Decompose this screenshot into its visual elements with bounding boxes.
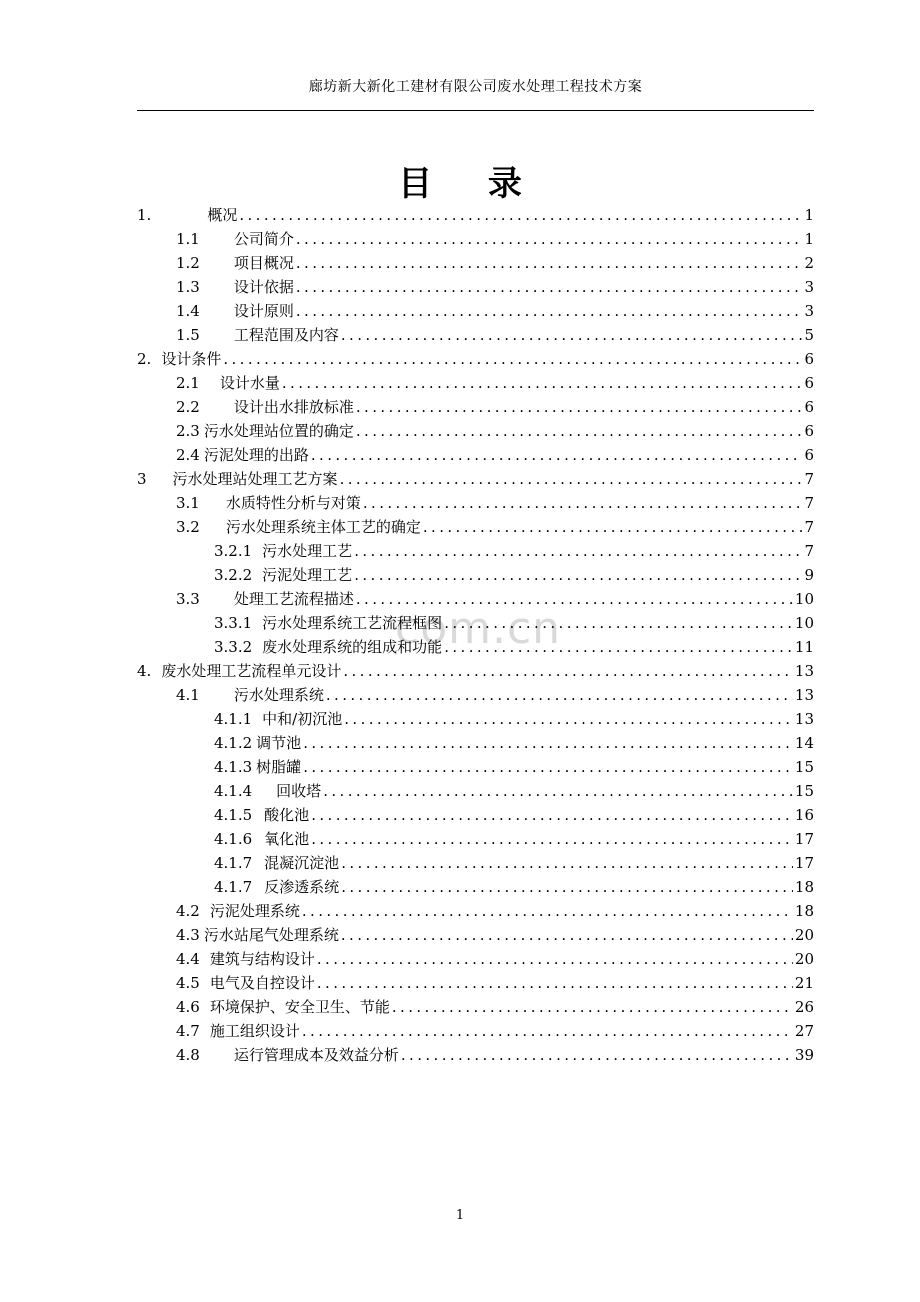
toc-entry-number: 4. <box>137 662 152 680</box>
toc-entry-title: 混凝沉淀池 <box>264 854 340 872</box>
toc-entry[interactable] <box>137 899 814 923</box>
toc-entry-number: 4.7 <box>176 1022 200 1040</box>
toc-entry-title: 建筑与结构设计 <box>209 950 315 968</box>
toc-entry-title: 氧化池 <box>264 830 310 848</box>
toc-entry-page: 17 <box>794 830 814 848</box>
toc-entry[interactable] <box>137 731 814 755</box>
toc-entry-page: 2 <box>804 254 814 272</box>
dot-leader <box>311 827 793 851</box>
toc-entry-title: 污水处理站位置的确定 <box>203 422 354 440</box>
toc-entry[interactable] <box>137 563 814 587</box>
toc-entry-number: 4.2 <box>176 902 200 920</box>
toc-entry-title: 调节池 <box>256 734 302 752</box>
toc-entry[interactable] <box>137 227 814 251</box>
toc-entry-page: 3 <box>804 302 814 320</box>
toc-entry-page: 10 <box>794 614 814 632</box>
running-header: 廊坊新大新化工建材有限公司废水处理工程技术方案 <box>308 79 643 95</box>
toc-entry-number: 1.1 <box>176 230 200 248</box>
toc-entry[interactable] <box>137 299 814 323</box>
toc-entry-number: 2.4 <box>176 446 200 464</box>
toc-entry-page: 6 <box>804 398 814 416</box>
toc-entry[interactable] <box>137 803 814 827</box>
toc-entry[interactable] <box>137 1043 814 1067</box>
dot-leader <box>303 731 793 755</box>
toc-entry-title: 设计水量 <box>219 374 280 392</box>
dot-leader <box>311 803 793 827</box>
toc-entry-number: 3.2 <box>176 518 200 536</box>
toc-entry[interactable] <box>137 467 814 491</box>
toc-entry-number: 1.3 <box>176 278 200 296</box>
dot-leader <box>401 1043 793 1067</box>
toc-entry-page: 7 <box>804 470 814 488</box>
toc-entry-title: 施工组织设计 <box>209 1022 300 1040</box>
toc-entry-page: 13 <box>794 710 814 728</box>
toc-entry-number: 3.3.1 <box>214 614 253 632</box>
toc-entry-page: 18 <box>794 902 814 920</box>
toc-entry[interactable] <box>137 683 814 707</box>
toc-entry-page: 14 <box>794 734 814 752</box>
toc-entry[interactable] <box>137 707 814 731</box>
toc-entry-page: 39 <box>794 1046 814 1064</box>
toc-entry-title: 污水处理系统主体工艺的确定 <box>225 518 421 536</box>
dot-leader <box>354 539 802 563</box>
toc-entry-number: 1.4 <box>176 302 200 320</box>
dot-leader <box>341 923 793 947</box>
toc-entry-page: 20 <box>794 950 814 968</box>
dot-leader <box>296 227 803 251</box>
toc-entry-title: 污泥处理工艺 <box>262 566 353 584</box>
dot-leader <box>302 899 793 923</box>
toc-entry-title: 废水处理系统的组成和功能 <box>262 638 443 656</box>
toc-entry-number: 2.3 <box>176 422 200 440</box>
toc-entry-page: 21 <box>794 974 814 992</box>
toc-entry-page: 18 <box>794 878 814 896</box>
toc-entry-title: 酸化池 <box>264 806 310 824</box>
toc-entry[interactable] <box>137 659 814 683</box>
toc-entry[interactable] <box>137 443 814 467</box>
toc-entry-number: 4.8 <box>176 1046 200 1064</box>
toc-entry-page: 15 <box>794 782 814 800</box>
toc-entry-number: 4.1.6 <box>214 830 253 848</box>
toc-entry-title: 公司简介 <box>233 230 294 248</box>
toc-entry-title: 污水处理站处理工艺方案 <box>172 470 338 488</box>
toc-entry[interactable] <box>137 875 814 899</box>
toc-entry-title: 废水处理工艺流程单元设计 <box>161 662 342 680</box>
toc-entry-page: 13 <box>794 686 814 704</box>
dot-leader <box>311 443 803 467</box>
toc-entry-number: 3.2.1 <box>214 542 253 560</box>
toc-entry-page: 3 <box>804 278 814 296</box>
watermark: com.cn <box>395 603 562 654</box>
toc-entry-page: 7 <box>804 518 814 536</box>
toc-entry-number: 4.5 <box>176 974 200 992</box>
dot-leader <box>444 611 793 635</box>
toc-entry[interactable] <box>137 491 814 515</box>
toc-entry-number: 4.1.1 <box>214 710 253 728</box>
toc-entry-page: 13 <box>794 662 814 680</box>
toc-entry-title: 污水处理工艺 <box>262 542 353 560</box>
toc-entry[interactable] <box>137 515 814 539</box>
toc-entry-number: 1.2 <box>176 254 200 272</box>
toc-entry-number: 4.1.7 <box>214 854 253 872</box>
toc-entry-number: 3.2.2 <box>214 566 253 584</box>
toc-entry[interactable] <box>137 779 814 803</box>
toc-entry-title: 处理工艺流程描述 <box>233 590 354 608</box>
dot-leader <box>344 707 793 731</box>
toc-entry-page: 15 <box>794 758 814 776</box>
dot-leader <box>239 203 802 227</box>
toc-entry-number: 3 <box>137 470 147 488</box>
toc-entry[interactable] <box>137 971 814 995</box>
toc-entry-number: 3.1 <box>176 494 200 512</box>
toc-entry-page: 20 <box>794 926 814 944</box>
toc-entry-page: 5 <box>804 326 814 344</box>
toc-entry[interactable] <box>137 395 814 419</box>
dot-leader <box>317 947 793 971</box>
toc-entry[interactable] <box>137 1019 814 1043</box>
toc-entry-title: 概况 <box>207 206 238 224</box>
dot-leader <box>356 587 793 611</box>
toc-entry-title: 污水站尾气处理系统 <box>203 926 339 944</box>
toc-entry-title: 中和/初沉池 <box>262 710 343 728</box>
toc-entry-title: 运行管理成本及效益分析 <box>233 1046 399 1064</box>
toc-entry[interactable] <box>137 923 814 947</box>
dot-leader <box>302 1019 793 1043</box>
toc-entry[interactable] <box>137 323 814 347</box>
toc-entry[interactable] <box>137 347 814 371</box>
toc-entry[interactable] <box>137 539 814 563</box>
toc-entry-number: 4.6 <box>176 998 200 1016</box>
toc-entry-title: 回收塔 <box>276 782 322 800</box>
dot-leader <box>363 491 803 515</box>
dot-leader <box>341 851 793 875</box>
dot-leader <box>296 251 803 275</box>
toc-entry-title: 污水处理系统工艺流程框图 <box>262 614 443 632</box>
toc-entry-title: 设计依据 <box>233 278 294 296</box>
toc-entry-page: 27 <box>794 1022 814 1040</box>
toc-title: 目 录 <box>398 164 522 204</box>
toc-entry-number: 4.1.7 <box>214 878 253 896</box>
table-of-contents <box>137 203 814 1067</box>
toc-entry-number: 3.3 <box>176 590 200 608</box>
toc-entry-page: 7 <box>804 542 814 560</box>
dot-leader <box>323 779 793 803</box>
toc-entry-number: 2.1 <box>176 374 200 392</box>
dot-leader <box>444 635 793 659</box>
dot-leader <box>223 347 802 371</box>
toc-entry-page: 6 <box>804 374 814 392</box>
toc-entry-title: 反渗透系统 <box>264 878 340 896</box>
dot-leader <box>392 995 793 1019</box>
header-divider <box>137 110 814 111</box>
dot-leader <box>341 875 793 899</box>
dot-leader <box>423 515 803 539</box>
toc-entry-number: 2. <box>137 350 152 368</box>
toc-entry-number: 4.1 <box>176 686 200 704</box>
dot-leader <box>296 275 803 299</box>
toc-entry-page: 16 <box>794 806 814 824</box>
toc-entry[interactable] <box>137 419 814 443</box>
dot-leader <box>356 419 803 443</box>
toc-entry-page: 6 <box>804 446 814 464</box>
toc-entry-title: 水质特性分析与对策 <box>225 494 361 512</box>
toc-entry-number: 4.1.5 <box>214 806 253 824</box>
toc-entry[interactable] <box>137 851 814 875</box>
toc-entry-title: 电气及自控设计 <box>209 974 315 992</box>
toc-entry-number: 4.4 <box>176 950 200 968</box>
toc-entry-number: 1.5 <box>176 326 200 344</box>
toc-entry-title: 设计出水排放标准 <box>233 398 354 416</box>
toc-entry[interactable] <box>137 635 814 659</box>
toc-entry-page: 1 <box>804 230 814 248</box>
toc-entry[interactable] <box>137 755 814 779</box>
toc-entry[interactable] <box>137 587 814 611</box>
toc-entry-title: 工程范围及内容 <box>233 326 339 344</box>
toc-entry[interactable] <box>137 203 814 227</box>
page-number: 1 <box>455 1208 465 1223</box>
toc-entry-page: 6 <box>804 422 814 440</box>
toc-entry[interactable] <box>137 275 814 299</box>
toc-entry-page: 26 <box>794 998 814 1016</box>
toc-entry-number: 2.2 <box>176 398 200 416</box>
toc-entry[interactable] <box>137 251 814 275</box>
toc-entry-number: 4.1.4 <box>214 782 253 800</box>
toc-entry-title: 环境保护、安全卫生、节能 <box>209 998 390 1016</box>
dot-leader <box>282 371 803 395</box>
toc-entry[interactable] <box>137 827 814 851</box>
toc-entry-number: 1. <box>137 206 152 224</box>
toc-entry-number: 4.1.2 <box>214 734 253 752</box>
dot-leader <box>317 971 793 995</box>
dot-leader <box>303 755 793 779</box>
toc-entry-title: 污水处理系统 <box>233 686 324 704</box>
dot-leader <box>340 467 803 491</box>
dot-leader <box>341 323 803 347</box>
toc-entry[interactable] <box>137 371 814 395</box>
toc-entry-page: 17 <box>794 854 814 872</box>
toc-entry-title: 污泥处理的出路 <box>203 446 309 464</box>
toc-entry-page: 11 <box>794 638 814 656</box>
toc-entry-page: 10 <box>794 590 814 608</box>
toc-entry-page: 9 <box>804 566 814 584</box>
toc-entry-title: 项目概况 <box>233 254 294 272</box>
toc-entry-number: 4.3 <box>176 926 200 944</box>
toc-entry[interactable] <box>137 995 814 1019</box>
dot-leader <box>296 299 803 323</box>
toc-entry-title: 设计条件 <box>161 350 222 368</box>
toc-entry-title: 设计原则 <box>233 302 294 320</box>
toc-entry-title: 污泥处理系统 <box>209 902 300 920</box>
toc-entry-number: 4.1.3 <box>214 758 253 776</box>
toc-entry-page: 6 <box>804 350 814 368</box>
toc-entry-page: 1 <box>804 206 814 224</box>
dot-leader <box>343 659 793 683</box>
toc-entry-page: 7 <box>804 494 814 512</box>
dot-leader <box>354 563 802 587</box>
toc-entry[interactable] <box>137 611 814 635</box>
toc-entry[interactable] <box>137 947 814 971</box>
toc-entry-title: 树脂罐 <box>256 758 302 776</box>
dot-leader <box>356 395 803 419</box>
dot-leader <box>326 683 793 707</box>
toc-entry-number: 3.3.2 <box>214 638 253 656</box>
